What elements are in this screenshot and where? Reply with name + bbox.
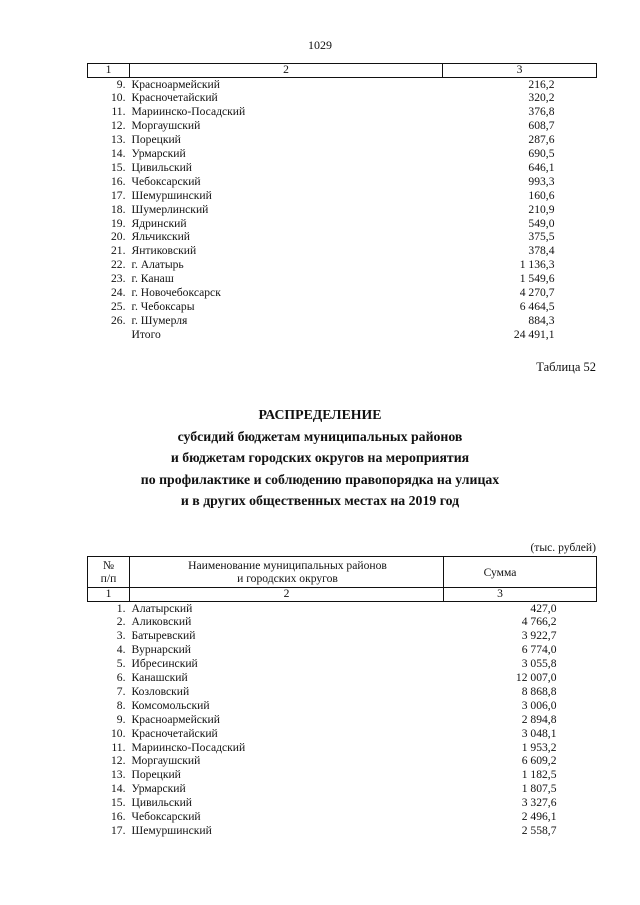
row-number: 10. [111,726,126,740]
row-number: 13. [111,768,126,782]
table-row [88,91,597,105]
row-number: 6. [116,671,126,685]
subsidy-amount: 320,2 [528,91,555,105]
district-name: Янтиковский [131,244,197,258]
table-row [88,657,597,671]
district-name: Шумерлинский [131,202,209,216]
title-line: и бюджетам городских округов на мероприятия [170,450,470,465]
table-row [88,286,597,300]
table-row [88,217,597,231]
subsidy-amount: 3 006,0 [521,698,557,712]
row-number: 16. [111,810,126,824]
row-number: 7. [116,684,126,698]
row-number: 14. [111,782,126,796]
district-name: г. Канаш [131,272,174,286]
row-number: 26. [111,313,126,327]
subsidy-amount: 24 491,1 [513,327,555,341]
row-number: 4. [116,643,126,657]
row-number: 17. [111,824,126,837]
table-row [88,119,597,133]
district-name: Аликовский [131,615,192,629]
subsidy-amount: 427,0 [530,601,557,615]
district-name: Чебоксарский [131,174,201,188]
table-row [88,147,597,161]
row-number [88,328,130,342]
table-row [88,629,597,643]
subsidy-amount: 287,6 [528,133,555,147]
table-row [88,727,597,741]
table-row [88,105,597,119]
table-row [88,175,597,189]
district-name: Порецкий [131,768,181,782]
row-number: 15. [111,160,126,174]
row-number: 18. [111,202,126,216]
document-title [0,404,640,512]
column-number-row [88,64,597,78]
row-number: 23. [111,272,126,286]
district-name: Чебоксарский [131,810,201,824]
header-number-line2: п/п [100,572,117,585]
table-row [88,824,597,838]
table-row [88,685,597,699]
district-name: Вурнарский [131,643,192,657]
column-number-3: 3 [444,588,597,602]
column-number-1: 1 [88,64,130,78]
district-name: Шемуршинский [131,188,212,202]
row-number: 12. [111,119,126,133]
row-number: 22. [111,258,126,272]
subsidy-amount: 646,1 [528,160,555,174]
table-row [88,161,597,175]
district-name: Красноармейский [131,712,220,726]
row-number: 3. [116,629,126,643]
subsidy-amount: 4 766,2 [521,615,557,629]
subsidy-amount: 884,3 [528,313,555,327]
row-number: 14. [111,147,126,161]
district-name: г. Чебоксары [131,300,195,313]
district-name: Ядринский [131,216,187,230]
subsidy-amount: 3 922,7 [521,629,557,643]
subsidy-amount: 1 953,2 [521,740,557,754]
table-row [88,258,597,272]
table-row [88,77,597,91]
table-row [88,768,597,782]
subsidy-amount: 3 055,8 [521,657,557,671]
continued-table-body [88,64,597,342]
row-number: 16. [111,174,126,188]
subsidy-amount: 549,0 [528,216,555,230]
column-number-1: 1 [88,588,130,602]
subsidy-amount: 376,8 [528,105,555,119]
row-number: 25. [111,300,126,313]
subsidy-amount: 160,6 [528,188,555,202]
table-label: Таблица 52 [536,360,596,374]
district-name: Цивильский [131,796,193,810]
title-line: субсидий бюджетам муниципальных районов [177,428,463,444]
subsidy-distribution-table [87,556,597,838]
subsidy-amount: 1 182,5 [521,768,557,782]
table-row [88,601,597,615]
row-number: 17. [111,188,126,202]
district-name: Красночетайский [131,726,218,740]
title-line: по профилактике и соблюдению правопорядка на улицах [140,471,500,487]
row-number: 9. [116,712,126,726]
district-name: Козловский [131,684,190,698]
subsidy-amount: 210,9 [528,202,555,216]
row-number: 9. [116,77,126,91]
subsidy-amount: 3 048,1 [521,726,557,740]
row-number: 11. [111,105,126,119]
district-name: Моргаушский [131,119,201,133]
subsidy-amount: 6 464,5 [519,300,555,313]
subsidy-amount: 993,3 [528,174,555,188]
table-row [88,713,597,727]
district-name: Комсомольский [131,698,210,712]
row-number: 11. [111,740,126,754]
subsidy-amount: 2 894,8 [521,712,557,726]
district-name: Урмарский [131,147,186,161]
table-row [88,244,597,258]
distribution-table-body [88,557,597,838]
row-number: 8. [116,698,126,712]
district-name: Мариинско-Посадский [131,105,246,119]
district-name: г. Алатырь [131,258,184,272]
subsidy-amount: 375,5 [528,230,555,244]
table-row [88,203,597,217]
header-name-line2: и городских округов [237,572,338,585]
subsidy-amount: 2 496,1 [521,810,557,824]
row-number: 5. [116,657,126,671]
table-row [88,328,597,342]
column-number-3: 3 [443,64,597,78]
subsidy-amount: 12 007,0 [515,671,557,685]
subsidy-amount: 6 774,0 [521,643,557,657]
table-row [88,133,597,147]
district-name: Ибресинский [131,657,198,671]
district-name: Красночетайский [131,91,218,105]
row-number: 24. [111,286,126,300]
table-row [88,671,597,685]
subsidy-amount: 690,5 [528,147,555,161]
table-row [88,189,597,203]
title-line: РАСПРЕДЕЛЕНИЕ [258,407,382,422]
row-number: 15. [111,796,126,810]
district-name: Цивильский [131,160,193,174]
district-name: Красноармейский [131,77,220,91]
page-number: 1029 [308,38,332,52]
row-number: 2. [116,615,126,629]
row-number: 1. [116,601,126,615]
row-number: 21. [111,244,126,258]
district-name: Итого [131,327,161,341]
subsidy-amount: 1 136,3 [519,258,555,272]
district-name: Урмарский [131,782,186,796]
subsidy-amount: 3 327,6 [521,796,557,810]
district-name: Мариинско-Посадский [131,740,246,754]
subsidy-amount: 2 558,7 [521,824,557,837]
table-row [88,810,597,824]
row-number: 19. [111,216,126,230]
row-number: 12. [111,754,126,768]
header-name-cell [130,557,444,588]
district-name: г. Новочебоксарск [131,286,221,300]
table-row [88,230,597,244]
continued-subsidy-table [87,63,597,342]
table-row [88,643,597,657]
subsidy-amount: 6 609,2 [521,754,557,768]
district-name: Шемуршинский [131,824,212,837]
subsidy-amount: 378,4 [528,244,555,258]
table-row [88,314,597,328]
district-name: Яльчикский [131,230,190,244]
district-name: Канашский [131,671,188,685]
header-name-line1: Наименование муниципальных районов [188,559,387,572]
header-number-cell [88,557,130,588]
units-note: (тыс. рублей) [530,541,596,554]
subsidy-amount: 1 807,5 [521,782,557,796]
district-name: Батыревский [131,629,196,643]
title-line: и в других общественных местах на 2019 год [180,493,460,508]
subsidy-amount: 608,7 [528,119,555,133]
district-name: Порецкий [131,133,181,147]
table-row [88,754,597,768]
table-row [88,699,597,713]
header-sum-cell: Сумма [444,557,597,588]
row-number: 13. [111,133,126,147]
subsidy-amount: 4 270,7 [519,286,555,300]
table-row [88,300,597,314]
column-number-row [88,588,597,602]
table-row [88,796,597,810]
column-number-2: 2 [130,64,443,78]
table-row [88,741,597,755]
district-name: Алатырский [131,601,193,615]
subsidy-amount: 216,2 [528,77,555,91]
district-name: г. Шумерля [131,313,188,327]
district-name: Моргаушский [131,754,201,768]
table-header-row [88,557,597,588]
column-number-2: 2 [130,588,444,602]
row-number: 20. [111,230,126,244]
subsidy-amount: 1 549,6 [519,272,555,286]
subsidy-amount: 8 868,8 [521,684,557,698]
table-row [88,615,597,629]
table-row [88,272,597,286]
row-number: 10. [111,91,126,105]
header-number-line1: № [102,559,115,572]
table-row [88,782,597,796]
